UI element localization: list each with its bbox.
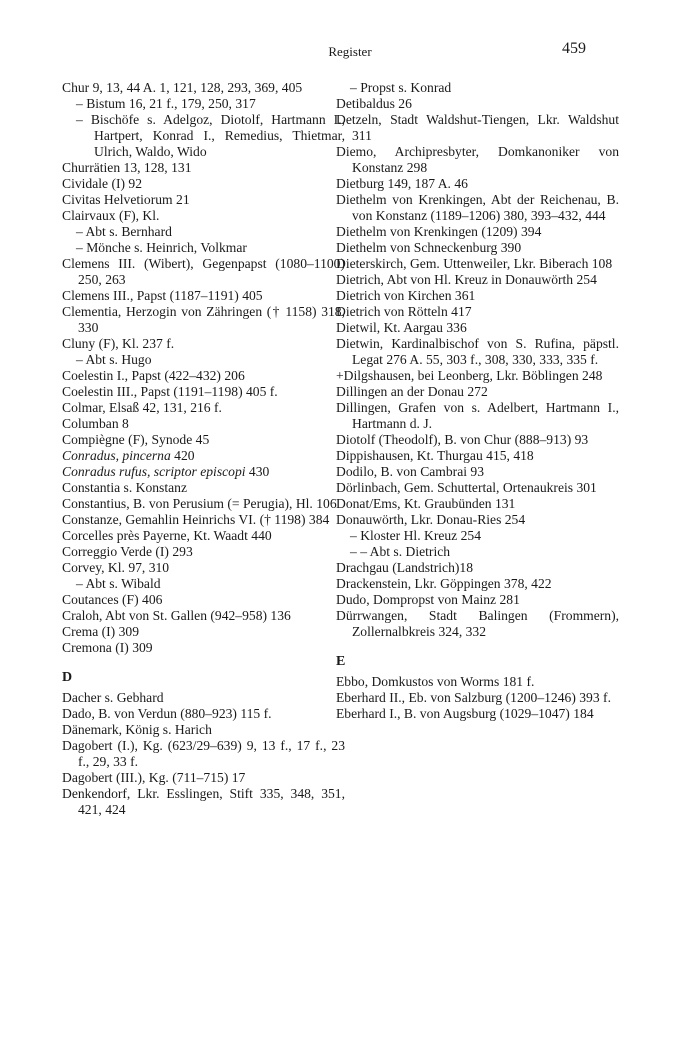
index-entry: Churrätien 13, 128, 131 [62, 160, 192, 175]
index-entry: Dagobert (I.), Kg. (623/29–639) 9, 13 f., 17 f., 23 f., 29, 33 f. [62, 738, 345, 769]
index-entry: Dietrich von Rötteln 417 [336, 304, 472, 319]
index-entry: Dietburg 149, 187 A. 46 [336, 176, 468, 191]
index-entry: Detzeln, Stadt Waldshut-Tiengen, Lkr. Waldshut 311 [336, 112, 619, 143]
running-header: Register [328, 44, 372, 59]
index-entry: – Bistum 16, 21 f., 179, 250, 317 [76, 96, 256, 111]
entries-d [62, 690, 345, 818]
index-entry: – Bischöfe s. Adelgoz, Diotolf, Hartmann I., Hartpert, Konrad I., Remedius, Thietmar, Ulrich, Waldo, Wido [76, 112, 345, 159]
index-entry: Civitas Helvetiorum 21 [62, 192, 190, 207]
index-entry: Dänemark, König s. Harich [62, 722, 212, 737]
index-entry: Dietwil, Kt. Aargau 336 [336, 320, 467, 335]
letter-heading-e: E [336, 654, 346, 669]
index-entry: Correggio Verde (I) 293 [62, 544, 193, 559]
index-entry: Clemens III., Papst (1187–1191) 405 [62, 288, 263, 303]
index-column-right [336, 80, 619, 722]
index-entry: – Abt s. Bernhard [76, 224, 172, 239]
index-entry: Clairvaux (F), Kl. [62, 208, 160, 223]
index-entry: Dudo, Dompropst von Mainz 281 [336, 592, 520, 607]
index-entry: Compiègne (F), Synode 45 [62, 432, 210, 447]
index-entry: Dietrich, Abt von Hl. Kreuz in Donauwörth 254 [336, 272, 597, 287]
index-entry: – Abt s. Wibald [76, 576, 161, 591]
index-entry: Dürrwangen, Stadt Balingen (Frommern), Zollernalbkreis 324, 332 [336, 608, 619, 639]
entries-c [62, 80, 345, 656]
letter-heading-d: D [62, 670, 73, 685]
index-entry: Cividale (I) 92 [62, 176, 143, 191]
index-entry: Drackenstein, Lkr. Göppingen 378, 422 [336, 576, 552, 591]
index-entry: Diotolf (Theodolf), B. von Chur (888–913) 93 [336, 432, 589, 447]
index-entry: Corcelles près Payerne, Kt. Waadt 440 [62, 528, 272, 543]
index-entry: Dietrich von Kirchen 361 [336, 288, 476, 303]
index-entry: Dado, B. von Verdun (880–923) 115 f. [62, 706, 272, 721]
index-entry: Constanze, Gemahlin Heinrichs VI. († 1198) 384 [62, 512, 330, 527]
index-entry: Dagobert (III.), Kg. (711–715) 17 [62, 770, 246, 785]
index-entry: Eberhard II., Eb. von Salzburg (1200–1246) 393 f. [336, 690, 611, 705]
index-entry: – Mönche s. Heinrich, Volkmar [76, 240, 247, 255]
index-entry: Cluny (F), Kl. 237 f. [62, 336, 175, 351]
index-entry: Detibaldus 26 [336, 96, 412, 111]
index-entry: Diethelm von Schneckenburg 390 [336, 240, 522, 255]
index-entry: Crema (I) 309 [62, 624, 140, 639]
index-entry: – Propst s. Konrad [350, 80, 452, 95]
index-entry: Dörlinbach, Gem. Schuttertal, Ortenaukreis 301 [336, 480, 597, 495]
index-entry: Colmar, Elsaß 42, 131, 216 f. [62, 400, 222, 415]
index-entry: Dippishausen, Kt. Thurgau 415, 418 [336, 448, 534, 463]
index-entry: Clemens III. (Wibert), Gegenpapst (1080–1100) 250, 263 [62, 256, 345, 287]
index-entry: Dacher s. Gebhard [62, 690, 164, 705]
index-entry: Dillingen, Grafen von s. Adelbert, Hartmann I., Hartmann d. J. [336, 400, 619, 431]
index-entry: Columban 8 [62, 416, 129, 431]
index-entry: Chur 9, 13, 44 A. 1, 121, 128, 293, 369, 405 [62, 80, 303, 95]
index-entry: Diethelm von Krenkingen, Abt der Reichenau, B. von Konstanz (1189–1206) 380, 393–432, 444 [336, 192, 619, 223]
index-entry: Constantius, B. von Perusium (= Perugia), Hl. 106 [62, 496, 337, 511]
index-entry: – Kloster Hl. Kreuz 254 [350, 528, 481, 543]
index-entry: Dietwin, Kardinalbischof von S. Rufina, päpstl. Legat 276 A. 55, 303 f., 308, 330, 333, 335 f. [336, 336, 619, 367]
index-entry: Donauwörth, Lkr. Donau-Ries 254 [336, 512, 526, 527]
index-entry: Denkendorf, Lkr. Esslingen, Stift 335, 348, 351, 421, 424 [62, 786, 345, 817]
index-entry: Cremona (I) 309 [62, 640, 153, 655]
index-entry: Coelestin III., Papst (1191–1198) 405 f. [62, 384, 278, 399]
index-entry: Donat/Ems, Kt. Graubünden 131 [336, 496, 516, 511]
index-entry: Drachgau (Landstrich)18 [336, 560, 474, 575]
index-entry: Conradus, pincerna 420 [62, 448, 195, 463]
index-entry: Clementia, Herzogin von Zähringen († 1158) 318, 330 [62, 304, 345, 335]
index-entry: +Dilgshausen, bei Leonberg, Lkr. Böblingen 248 [336, 368, 603, 383]
index-entry: Craloh, Abt von St. Gallen (942–958) 136 [62, 608, 291, 623]
index-entry: Eberhard I., B. von Augsburg (1029–1047) 184 [336, 706, 594, 721]
index-entry: Dillingen an der Donau 272 [336, 384, 488, 399]
index-entry: Dieterskirch, Gem. Uttenweiler, Lkr. Biberach 108 [336, 256, 613, 271]
index-entry: Diethelm von Krenkingen (1209) 394 [336, 224, 542, 239]
index-entry: Coutances (F) 406 [62, 592, 163, 607]
index-entry: Corvey, Kl. 97, 310 [62, 560, 170, 575]
index-entry: Conradus rufus, scriptor episcopi 430 [62, 464, 270, 479]
index-column-left [62, 80, 345, 818]
entries-e [336, 674, 619, 722]
index-entry: – Abt s. Hugo [76, 352, 152, 367]
entries-d-continued [336, 80, 619, 640]
index-entry: Diemo, Archipresbyter, Domkanoniker von Konstanz 298 [336, 144, 619, 175]
index-entry: Coelestin I., Papst (422–432) 206 [62, 368, 245, 383]
index-entry: – – Abt s. Dietrich [350, 544, 451, 559]
index-entry: Ebbo, Domkustos von Worms 181 f. [336, 674, 535, 689]
page-number: 459 [562, 40, 586, 57]
index-entry: Constantia s. Konstanz [62, 480, 187, 495]
index-entry: Dodilo, B. von Cambrai 93 [336, 464, 485, 479]
